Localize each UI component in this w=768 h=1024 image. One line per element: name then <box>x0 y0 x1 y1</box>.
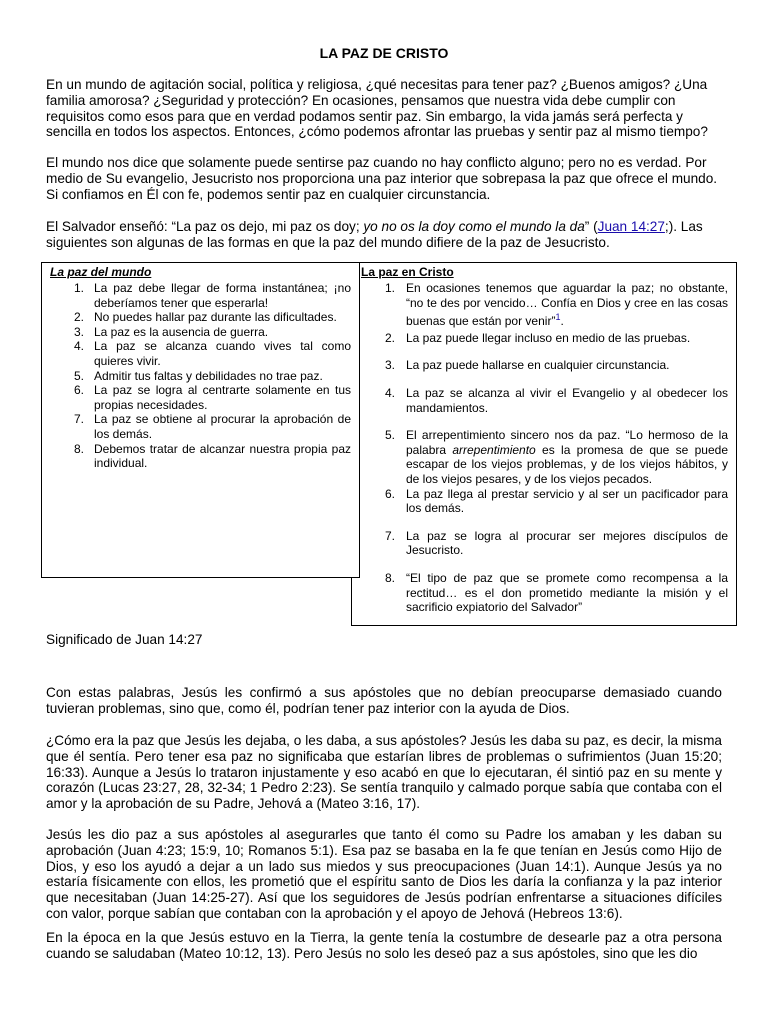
peace-of-world-list <box>50 281 351 471</box>
list-item: 3. La paz puede hallarse en cualquier circunstancia. <box>385 358 670 373</box>
page-title: LA PAZ DE CRISTO <box>319 45 449 61</box>
quote-text-start: El Salvador enseñó: “La paz os dejo, mi paz os doy; <box>46 219 364 234</box>
list-item: 2. La paz puede llegar incluso en medio de las pruebas. <box>385 330 691 345</box>
list-item: 4. La paz se alcanza cuando vives tal como quieres vivir. <box>74 339 351 368</box>
meaning-paragraph-2: ¿Cómo era la paz que Jesús les dejaba, o les daba, a sus apóstoles? Jesús les daba su paz, es decir, la misma que él sentía. Pero tener esa paz no significaba que estarían libres de problemas o sufrimientos (Juan 15:20; 16:33). Aunque a Jesús lo trataron injustamente y eso acabó en que lo ejecutaran, él sintió paz en su mente y corazón (Lucas 23:27, 28, 32-34; 1 Pedro 2:23). Se sentía tranquilo y calmado porque sabía que contaba con el amor y la aprobación de su Padre, Jehová a (Mateo 3:16, 17). <box>46 733 722 812</box>
meaning-paragraph-1: Con estas palabras, Jesús les confirmó a sus apóstoles que no debían preocuparse demasiado cuando tuvieran problemas, sino que, como él, podrían tener paz interior con la ayuda de Dios. <box>46 685 722 716</box>
meaning-paragraph-4: En la época en la que Jesús estuvo en la Tierra, la gente tenía la costumbre de desearle paz a otra persona cuando se saludaban (Mateo 10:12, 13). Pero Jesús no solo les deseó paz a sus apóstoles, sino que les dio <box>46 930 722 961</box>
peace-of-world-heading: La paz del mundo <box>50 265 152 279</box>
quote-text-close: ” ( <box>584 219 598 234</box>
scripture-link[interactable]: Juan 14:27 <box>597 219 665 234</box>
section-heading: Significado de Juan 14:27 <box>46 632 203 647</box>
list-item: 5. El arrepentimiento sincero nos da paz. “Lo hermoso de la palabra arrepentimiento es la promesa de que se puede escapar de los viejos problemas, y de los viejos hábitos, y de los viejos pesares, y de los viejos pecados. <box>385 428 728 486</box>
list-item: 6. La paz llega al prestar servicio y al ser un pacificador para los demás. <box>385 486 728 516</box>
peace-in-christ-list <box>361 281 728 615</box>
list-item: 5. Admitir tus faltas y debilidades no trae paz. <box>74 368 323 383</box>
meaning-paragraph-3: Jesús les dio paz a sus apóstoles al asegurarles que tanto él como su Padre los amaban y les daban su aprobación (Juan 4:23; 15:9, 10; Romanos 5:1). Esa paz se basaba en la fe que tenían en Jesús como Hijo de Dios, y eso los ayudó a dejar a un lado sus miedos y sus preocupaciones (Juan 14:1). Aunque Jesús ya no estaría físicamente con ellos, les prometió que el espíritu santo de Dios les daría la confianza y la paz interior que necesitaban (Juan 14:25-27). Así que los seguidores de Jesús podrían enfrentarse a situaciones difíciles con valor, porque sabían que contaban con la aprobación y el apoyo de Jehová (Hebreos 13:6). <box>46 827 722 921</box>
peace-in-christ-heading: La paz en Cristo <box>361 265 454 279</box>
list-item: 1. En ocasiones tenemos que aguardar la paz; no obstante, “no te des por vencido… Confía en Dios y cree en las cosas buenas que están por venir”$^1$. <box>385 281 728 329</box>
list-item: 7. La paz se logra al procurar ser mejores discípulos de Jesucristo. <box>385 528 728 558</box>
savior-quote-paragraph <box>46 219 722 251</box>
list-item: 6. La paz se logra al centrarte solamente en tus propias necesidades. <box>74 383 351 412</box>
list-item: 4. La paz se alcanza al vivir el Evangelio y al obedecer los mandamientos. <box>385 385 728 415</box>
peace-of-world-box <box>41 262 360 578</box>
list-item: 7. La paz se obtiene al procurar la aprobación de los demás. <box>74 412 351 441</box>
footnote-link[interactable]: 1 <box>555 312 561 323</box>
list-item: 1. La paz debe llegar de forma instantánea; ¡no deberíamos tener que esperarla! <box>74 281 351 310</box>
list-item: 2. No puedes hallar paz durante las dificultades. <box>74 310 337 325</box>
world-vs-gospel-paragraph: El mundo nos dice que solamente puede sentirse paz cuando no hay conflicto alguno; pero no es verdad. Por medio de Su evangelio, Jesucristo nos proporciona una paz interior que sobrepasa la paz que ofrece el mundo. Si confiamos en Él con fe, podemos sentir paz en cualquier circunstancia. <box>46 155 718 202</box>
intro-paragraph: En un mundo de agitación social, política y religiosa, ¿qué necesitas para tener paz? ¿Buenos amigos? ¿Una familia amorosa? ¿Seguridad y protección? En ocasiones, pensamos que nuestra vida debe cumplir con requisitos como esos para que en verdad podamos sentir paz. Sin embargo, la vida jamás será perfecta y sencilla en todos los aspectos. Entonces, ¿cómo podemos afrontar las pruebas y sentir paz al mismo tiempo? <box>46 77 708 140</box>
peace-in-christ-box <box>351 262 737 626</box>
list-item: 8. “El tipo de paz que se promete como recompensa a la rectitud… es el don prometido mediante la misión y el sacrificio expiatorio del Salvador” <box>385 570 728 615</box>
list-item: 3. La paz es la ausencia de guerra. <box>74 324 269 339</box>
quote-text-italic: yo no os la doy como el mundo la da <box>363 219 585 234</box>
quote-text-end: ;). Las siguientes son algunas de las formas en que la paz del mundo difiere de la paz de Jesucristo. <box>46 219 703 250</box>
list-item: 8. Debemos tratar de alcanzar nuestra propia paz individual. <box>74 441 351 471</box>
